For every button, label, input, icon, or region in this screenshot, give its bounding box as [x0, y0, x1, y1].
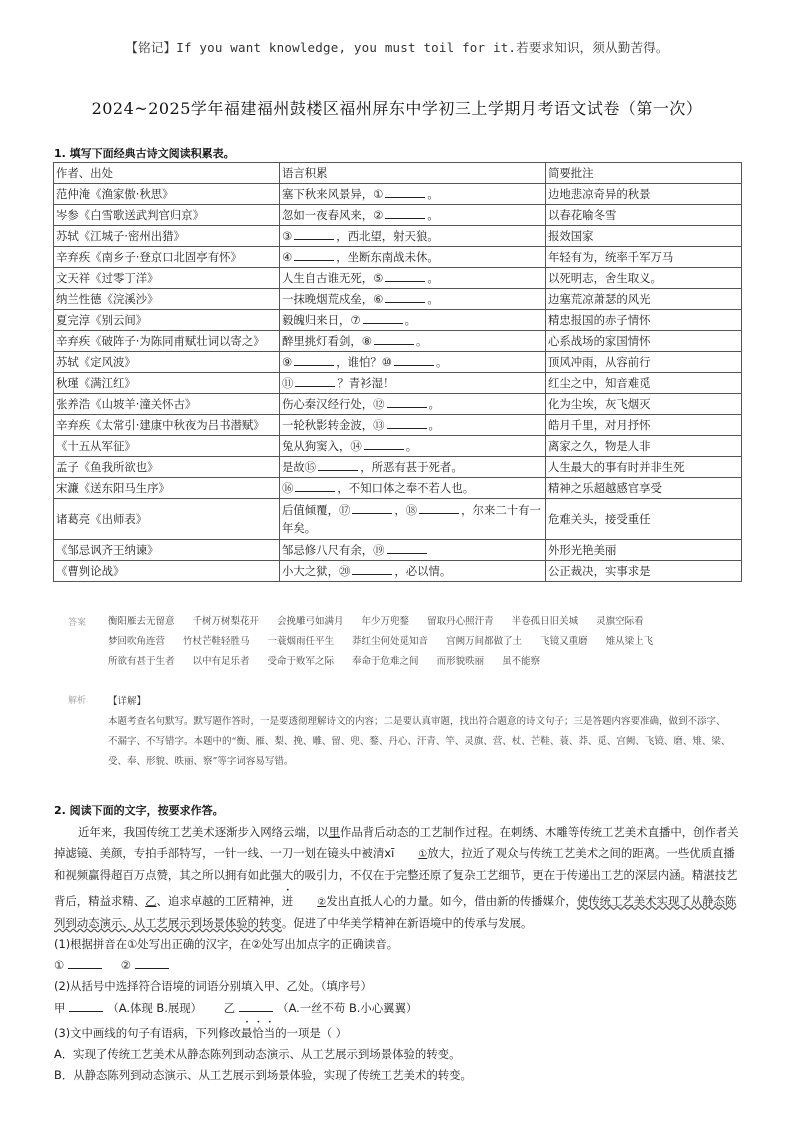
- answer-item: 宫阙万间都做了土: [446, 636, 523, 647]
- answer-item: 竹杖芒鞋轻胜马: [183, 636, 250, 647]
- author-cell: 孟子《鱼我所欲也》: [54, 457, 280, 478]
- fill-blank[interactable]: [385, 185, 425, 198]
- table-row: [54, 561, 742, 582]
- blank-1: ①: [418, 849, 428, 861]
- author-cell: 辛弃疾《破阵子·为陈同甫赋壮词以寄之》: [54, 331, 280, 352]
- note-cell: 心系战场的家国情怀: [546, 331, 742, 352]
- table-row: [54, 352, 742, 373]
- header-author: 作者、出处: [54, 163, 280, 184]
- answer-item: 半卷孤日旧关城: [511, 616, 579, 627]
- dotted-phrase: 最恰当: [241, 1025, 276, 1040]
- fill-blank[interactable]: [363, 311, 403, 324]
- header-verse: 语言积累: [280, 163, 546, 184]
- blank-jia: 里: [328, 825, 341, 839]
- table-row: [54, 457, 742, 478]
- table-row: [54, 499, 742, 540]
- answer-item: 雉从梁上飞: [605, 636, 654, 647]
- table-row: [54, 540, 742, 561]
- note-cell: 外形光艳美丽: [546, 540, 742, 561]
- fill-blank[interactable]: [385, 206, 425, 219]
- author-cell: 范仲淹《渔家傲·秋思》: [54, 184, 280, 205]
- answer-blank-jia[interactable]: [69, 999, 103, 1012]
- note-cell: 离家之久，物是人非: [546, 436, 742, 457]
- explain-tag: 【详解】: [108, 696, 147, 707]
- answer-list: [108, 612, 728, 672]
- fill-blank[interactable]: [364, 437, 404, 450]
- fill-blank[interactable]: [295, 479, 335, 492]
- answer-item: 梦回吹角连营: [108, 636, 166, 647]
- author-cell: 《曹刿论战》: [54, 561, 280, 582]
- table-row: [54, 478, 742, 499]
- note-cell: 边地悲凉奇异的秋景: [546, 184, 742, 205]
- verse-cell: 是故⑮ ，所恶有甚于死者。: [280, 457, 546, 478]
- verse-cell: ⑯ ，不知口体之奉不若人也。: [280, 478, 546, 499]
- option-b[interactable]: B．从静态陈列到动态演示、从工艺展示到场景体验，实现了传统工艺美术的转变。: [54, 1068, 472, 1083]
- verse-cell: 塞下秋来风景异，① 。: [280, 184, 546, 205]
- fill-blank[interactable]: [394, 353, 434, 366]
- poem-table: [53, 162, 742, 582]
- page-title: 2024~2025学年福建福州鼓楼区福州屏东中学初三上学期月考语文试卷（第一次）: [91, 99, 703, 118]
- note-cell: 人生最大的事有时并非生死: [546, 457, 742, 478]
- fill-blank[interactable]: [352, 501, 392, 514]
- verse-cell: 毅魄归来日，⑦ 。: [280, 310, 546, 331]
- table-row: [54, 289, 742, 310]
- table-row: [54, 415, 742, 436]
- fill-blank[interactable]: [419, 501, 459, 514]
- author-cell: 辛弃疾《南乡子·登京口北固亭有怀》: [54, 247, 280, 268]
- answer-item: 奉命于危难之间: [352, 656, 419, 667]
- answer-item: 衡阳雁去无留意: [108, 616, 175, 627]
- passage: [54, 822, 744, 1086]
- question-2-heading: 2. 阅读下面的文字，按要求作答。: [54, 804, 224, 817]
- verse-cell: ⑪ ？青衫湿！: [280, 373, 546, 394]
- author-cell: 文天祥《过零丁洋》: [54, 268, 280, 289]
- verse-cell: 一轮秋影转金波，⑬ 。: [280, 415, 546, 436]
- answer-item: 虽不能察: [502, 656, 541, 667]
- table-row: [54, 373, 742, 394]
- note-cell: 年轻有为，统率千军万马: [546, 247, 742, 268]
- explain-label: 解析: [68, 696, 87, 706]
- note-cell: 报效国家: [546, 226, 742, 247]
- table-row: [54, 205, 742, 226]
- verse-cell: 兔从狗窦入，⑭ 。: [280, 436, 546, 457]
- table-row: [54, 331, 742, 352]
- author-cell: 岑参《白雪歌送武判官归京》: [54, 205, 280, 226]
- fill-blank[interactable]: [385, 290, 425, 303]
- fill-blank[interactable]: [294, 353, 334, 366]
- explanation: [108, 692, 732, 772]
- answer-item: 留取丹心照汗青: [427, 616, 494, 627]
- answer-item: 年少万兜鍪: [361, 616, 410, 627]
- verse-cell: 人生自古谁无死，⑤ 。: [280, 268, 546, 289]
- option-a[interactable]: A．实现了传统工艺美术从静态陈列到动态演示、从工艺展示到场景体验的转变。: [54, 1047, 461, 1062]
- sub-question-1: (1)根据拼音在①处写出正确的汉字，在②处写出加点字的正确读音。: [54, 937, 399, 952]
- table-row: [54, 247, 742, 268]
- verse-cell: 邹忌修八尺有余，⑲: [280, 540, 546, 561]
- author-cell: 诸葛亮《出师表》: [54, 499, 280, 540]
- author-cell: 张养浩《山坡羊·潼关怀古》: [54, 394, 280, 415]
- answer-item: 受命于败军之际: [267, 656, 335, 667]
- note-cell: 公正裁决，实事求是: [546, 561, 742, 582]
- passage-paragraph: 近年来，我国传统工艺美术逐渐步入网络云端，以里作品背后动态的工艺制作过程。在刺绣、木雕等传统工艺美术直播中，创作者关掉滤镜、美颜，专拍手部特写，一针一线、一刀一划在镜头中被清xī ①放大，拉近了观众与传统工艺美术之间的距离。一些优质直播和视频赢得超百万点赞，其之所以拥有如此强大的吸引力，不仅在于完整还原了复杂工艺细节，更在于传递出工艺的深层内涵。精湛技艺背后，精益求精、乙、追求卓越的工匠精神，迸 ②发出直抵人心的力量。如今，借由新的传播媒介，使传统工艺美术实现了从静态陈列到动态演示、从工艺展示到场景体验的转变。促进了中华美学精神在新语境中的传承与发展。: [54, 825, 739, 930]
- author-cell: 秋瑾《满江红》: [54, 373, 280, 394]
- verse-cell: 忽如一夜春风来，② 。: [280, 205, 546, 226]
- blank-yi: 乙: [145, 893, 157, 908]
- note-cell: 以春花喻冬雪: [546, 205, 742, 226]
- fill-blank[interactable]: [385, 269, 425, 282]
- fill-blank[interactable]: [295, 374, 335, 387]
- author-cell: 纳兰性德《浣溪沙》: [54, 289, 280, 310]
- answer-blank-yi[interactable]: [239, 999, 273, 1012]
- author-cell: 苏轼《定风波》: [54, 352, 280, 373]
- verse-cell: ⑨ ，谁怕？⑩ 。: [280, 352, 546, 373]
- motto-banner: 【铭记】If you want knowledge, you must toil for it.若要求知识，须从勤苦得。: [125, 40, 669, 55]
- author-cell: 《邹忌讽齐王纳谏》: [54, 540, 280, 561]
- fill-blank[interactable]: [387, 395, 427, 408]
- author-cell: 宋濂《送东阳马生序》: [54, 478, 280, 499]
- sub-question-2: (2)从括号中选择符合语境的词语分别填入甲、乙处。（填序号）: [54, 979, 372, 994]
- answer-item: 飞镜又重磨: [540, 636, 588, 647]
- author-cell: 夏完淳《别云间》: [54, 310, 280, 331]
- answer-item: 莽红尘何处觅知音: [352, 636, 429, 647]
- verse-cell: 醉里挑灯看剑，⑧ 。: [280, 331, 546, 352]
- answer-item: 会挽雕弓如满月: [277, 616, 344, 627]
- verse-cell: ③ ，西北望，射天狼。: [280, 226, 546, 247]
- sub-question-1-blanks: ① ②: [54, 955, 744, 976]
- dotted-char: 迸: [281, 893, 294, 908]
- fill-blank[interactable]: [318, 458, 358, 471]
- explain-text: 本题考查名句默写。默写题作答时，一是要透彻理解诗文的内容；二是要认真审题，找出符合题意的诗文句子；三是答题内容要准确，做到不添字、不漏字、不写错字。本题中的“衡、雁、梨、挽、雕、留、兜、鍪、丹心、汗青、竿、灵旗、营、杖、芒鞋、蓑、莽、觅、宫阙、飞镜、磨、雉、梁、受、奉、形貌、昳丽、察”等字词容易写错。: [108, 716, 731, 767]
- author-cell: 辛弃疾《太常引·建康中秋夜为吕书潜赋》: [54, 415, 280, 436]
- fill-blank[interactable]: [294, 248, 334, 261]
- table-row: [54, 268, 742, 289]
- answer-blank-1[interactable]: [68, 956, 102, 969]
- answer-item: 以中有足乐者: [192, 656, 250, 667]
- verse-cell: 小大之狱，⑳ ，必以情。: [280, 561, 546, 582]
- fill-blank[interactable]: [374, 332, 414, 345]
- answer-blank-2[interactable]: [135, 956, 169, 969]
- author-cell: 《十五从军征》: [54, 436, 280, 457]
- answer-item: 千树万树梨花开: [192, 616, 260, 627]
- verse-cell: ④ ，坐断东南战未休。: [280, 247, 546, 268]
- note-cell: 化为尘埃，灰飞烟灭: [546, 394, 742, 415]
- author-cell: 苏轼《江城子·密州出猎》: [54, 226, 280, 247]
- answer-item: 所欲有甚于生者: [108, 656, 175, 667]
- header-note: 简要批注: [546, 163, 742, 184]
- note-cell: 边塞荒凉萧瑟的风光: [546, 289, 742, 310]
- blank-2: ②: [317, 896, 327, 908]
- table-row: [54, 310, 742, 331]
- verse-cell: 后值倾覆，⑰ ，⑱ ，尔来二十有一年矣。: [280, 499, 546, 540]
- answer-item: 灵旗空际看: [596, 616, 644, 627]
- note-cell: 顶风冲雨，从容前行: [546, 352, 742, 373]
- fill-blank[interactable]: [387, 541, 427, 554]
- table-row: [54, 436, 742, 457]
- answer-label: 答案: [68, 618, 87, 628]
- verse-cell: 伤心秦汉经行处，⑫ 。: [280, 394, 546, 415]
- answer-item: 而形貌昳丽: [436, 656, 485, 667]
- sub-question-3: (3)文中画线的句子有语病，下列修改最恰当的一项是（ ）: [54, 1025, 348, 1040]
- note-cell: 危难关头，接受重任: [546, 499, 742, 540]
- sub-question-2-blanks: 甲 （A.体现 B.展现） 乙 （A.一丝不苟 B.小心翼翼）: [54, 1000, 418, 1015]
- fill-blank[interactable]: [352, 562, 392, 575]
- question-1-heading: 1. 填写下面经典古诗文阅读积累表。: [54, 147, 235, 160]
- note-cell: 精神之乐超越感官享受: [546, 478, 742, 499]
- note-cell: 皓月千里，对月抒怀: [546, 415, 742, 436]
- verse-cell: 一抹晚烟荒戍垒，⑥ 。: [280, 289, 546, 310]
- table-row: [54, 184, 742, 205]
- note-cell: 以死明志，舍生取义。: [546, 268, 742, 289]
- table-row: [54, 226, 742, 247]
- answer-item: 一蓑烟雨任平生: [267, 636, 335, 647]
- note-cell: 红尘之中，知音难觅: [546, 373, 742, 394]
- note-cell: 精忠报国的赤子情怀: [546, 310, 742, 331]
- fill-blank[interactable]: [294, 227, 334, 240]
- table-header-row: [54, 163, 742, 184]
- faulty-sentence: 使传统工艺美术实现了从静态陈列到动态演示、从工艺展示到场景体验的转变: [54, 893, 737, 930]
- table-row: [54, 394, 742, 415]
- fill-blank[interactable]: [387, 416, 427, 429]
